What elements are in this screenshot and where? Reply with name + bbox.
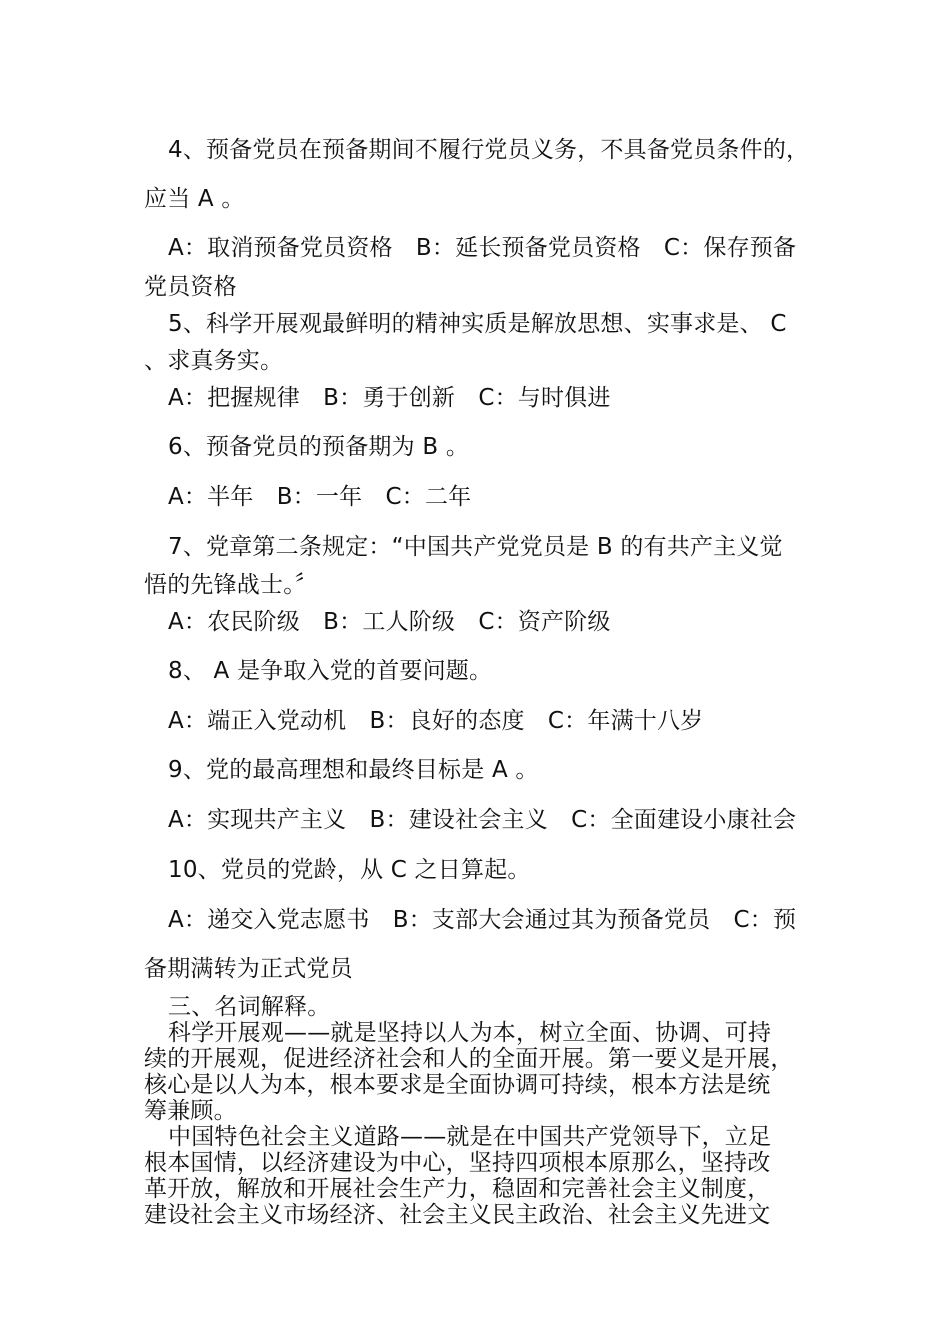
- section-heading-terms: 三、名词解释。: [168, 994, 331, 1020]
- question-5-options: A：把握规律 B：勇于创新 C：与时俱进: [168, 385, 611, 411]
- term-1-line-2: 续的开展观，促进经济社会和人的全面开展。第一要义是开展，: [144, 1046, 794, 1072]
- question-9: 9、党的最高理想和最终目标是 A 。: [168, 757, 539, 783]
- question-4-options-line-2: 党员资格: [144, 274, 237, 300]
- question-6: 6、预备党员的预备期为 B 。: [168, 434, 470, 460]
- term-2-line-2: 根本国情，以经济建设为中心，坚持四项根本原那么，坚持改: [144, 1150, 771, 1176]
- question-8: 8、 A 是争取入党的首要问题。: [168, 658, 493, 684]
- question-5-line-2: 、求真务实。: [144, 348, 284, 374]
- term-1-line-1: 科学开展观——就是坚持以人为本，树立全面、协调、可持: [168, 1020, 772, 1046]
- question-10-options-line-1: A：递交入党志愿书 B：支部大会通过其为预备党员 C：预: [168, 907, 797, 933]
- question-10: 10、党员的党龄，从 C 之日算起。: [168, 857, 531, 883]
- term-2-line-4: 建设社会主义市场经济、社会主义民主政治、社会主义先进文: [144, 1202, 771, 1228]
- question-4-line-2: 应当 A 。: [144, 186, 245, 212]
- question-8-options: A：端正入党动机 B：良好的态度 C：年满十八岁: [168, 708, 704, 734]
- term-1-line-3: 核心是以人为本，根本要求是全面协调可持续，根本方法是统: [144, 1072, 771, 1098]
- question-5-line-1: 5、科学开展观最鲜明的精神实质是解放思想、实事求是、 C: [168, 311, 787, 337]
- question-4-options-line-1: A：取消预备党员资格 B：延长预备党员资格 C：保存预备: [168, 235, 797, 261]
- question-9-options: A：实现共产主义 B：建设社会主义 C：全面建设小康社会: [168, 807, 797, 833]
- question-7-line-2: 悟的先锋战士。〞: [144, 572, 319, 598]
- question-7-options: A：农民阶级 B：工人阶级 C：资产阶级: [168, 609, 611, 635]
- term-1-line-4: 筹兼顾。: [144, 1098, 237, 1124]
- term-2-line-3: 革开放，解放和开展社会生产力，稳固和完善社会主义制度，: [144, 1176, 771, 1202]
- question-4-line-1: 4、预备党员在预备期间不履行党员义务，不具备党员条件的，: [168, 137, 810, 163]
- question-10-options-line-2: 备期满转为正式党员: [144, 956, 353, 982]
- question-6-options: A：半年 B：一年 C：二年: [168, 484, 472, 510]
- question-7-line-1: 7、党章第二条规定：“中国共产党党员是 B 的有共产主义觉: [168, 534, 783, 560]
- term-2-line-1: 中国特色社会主义道路——就是在中国共产党领导下，立足: [168, 1124, 772, 1150]
